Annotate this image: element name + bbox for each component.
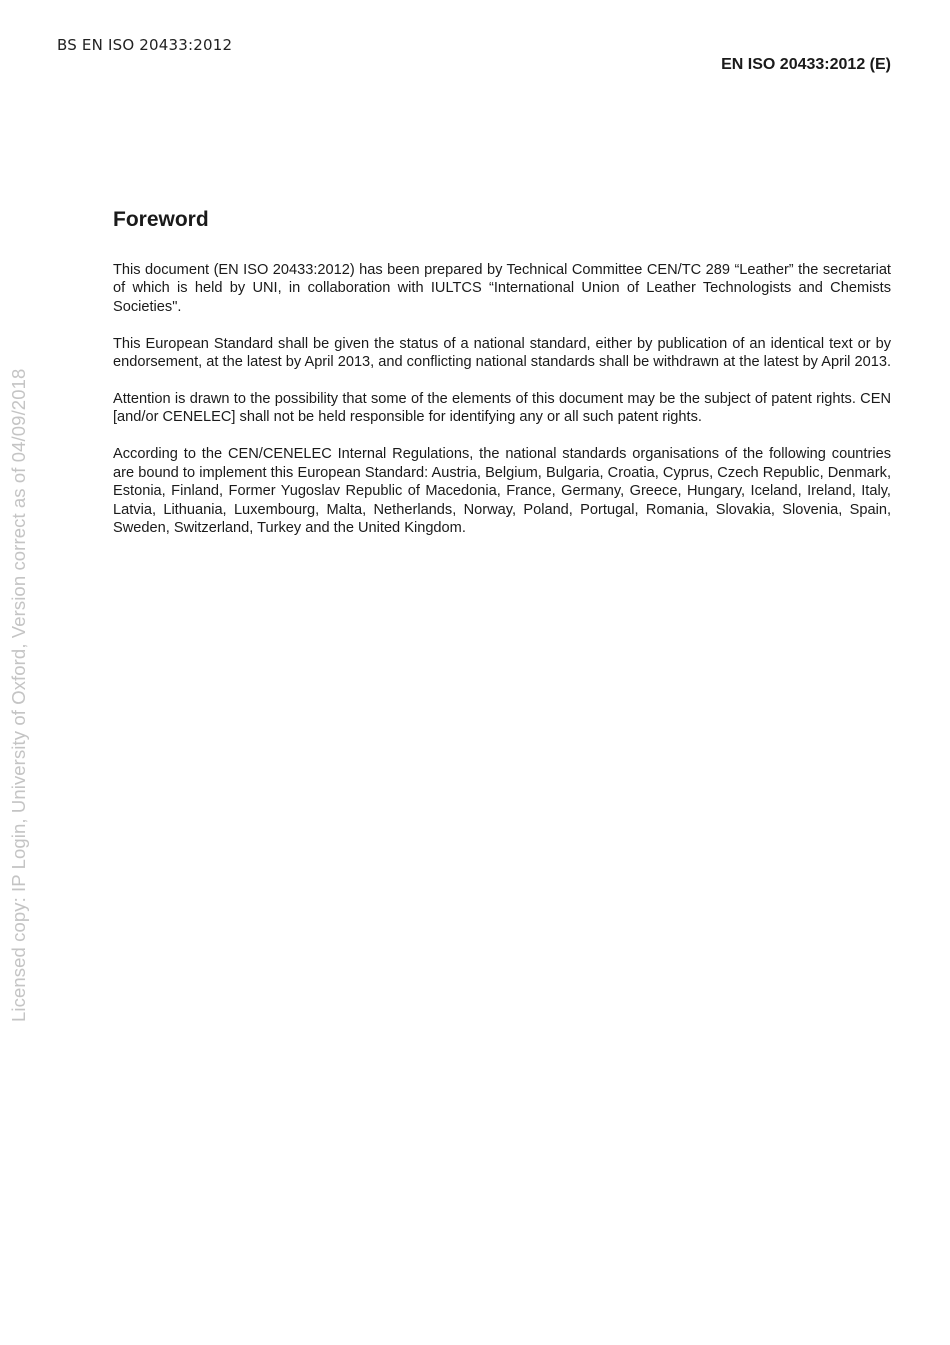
foreword-paragraph-countries: According to the CEN/CENELEC Internal Regulations, the national standards organisations of the following countries are bound to implement this European Standard: Austria, Belgium, Bulgaria, Croatia, Cyprus, Czech Republic, Denmark, Estonia, Finland, Former Yugoslav Republic of Macedonia, France, Germany, Greece, Hungary, Iceland, Ireland, Italy, Latvia, Lithuania, Luxembourg, Malta, Netherlands, Norway, Poland, Portugal, Romania, Slovakia, Slovenia, Spain, Sweden, Switzerland, Turkey and the United Kingdom.: [113, 446, 891, 536]
foreword-section: [113, 206, 891, 556]
document-reference-right: EN ISO 20433:2012 (E): [721, 56, 891, 73]
foreword-paragraph-status: This European Standard shall be given the status of a national standard, either by publication of an identical text or by endorsement, at the latest by April 2013, and conflicting national standards shall be withdrawn at the latest by April 2013.: [113, 335, 892, 371]
foreword-title: Foreword: [113, 208, 209, 231]
license-watermark: Licensed copy: IP Login, University of Oxford, Version correct as of 04/09/2018: [8, 368, 29, 1022]
foreword-paragraph-patent: Attention is drawn to the possibility that some of the elements of this document may be the subject of patent rights. CEN [and/or CENELEC] shall not be held responsible for identifying any or all such patent rights.: [113, 391, 891, 426]
foreword-paragraph-preparation: This document (EN ISO 20433:2012) has been prepared by Technical Committee CEN/TC 289 “Leather” the secretariat of which is held by UNI, in collaboration with IULTCS “International Union of Leather Technologists and Chemists Societies".: [113, 262, 891, 315]
document-reference-left: BS EN ISO 20433:2012: [57, 36, 233, 54]
